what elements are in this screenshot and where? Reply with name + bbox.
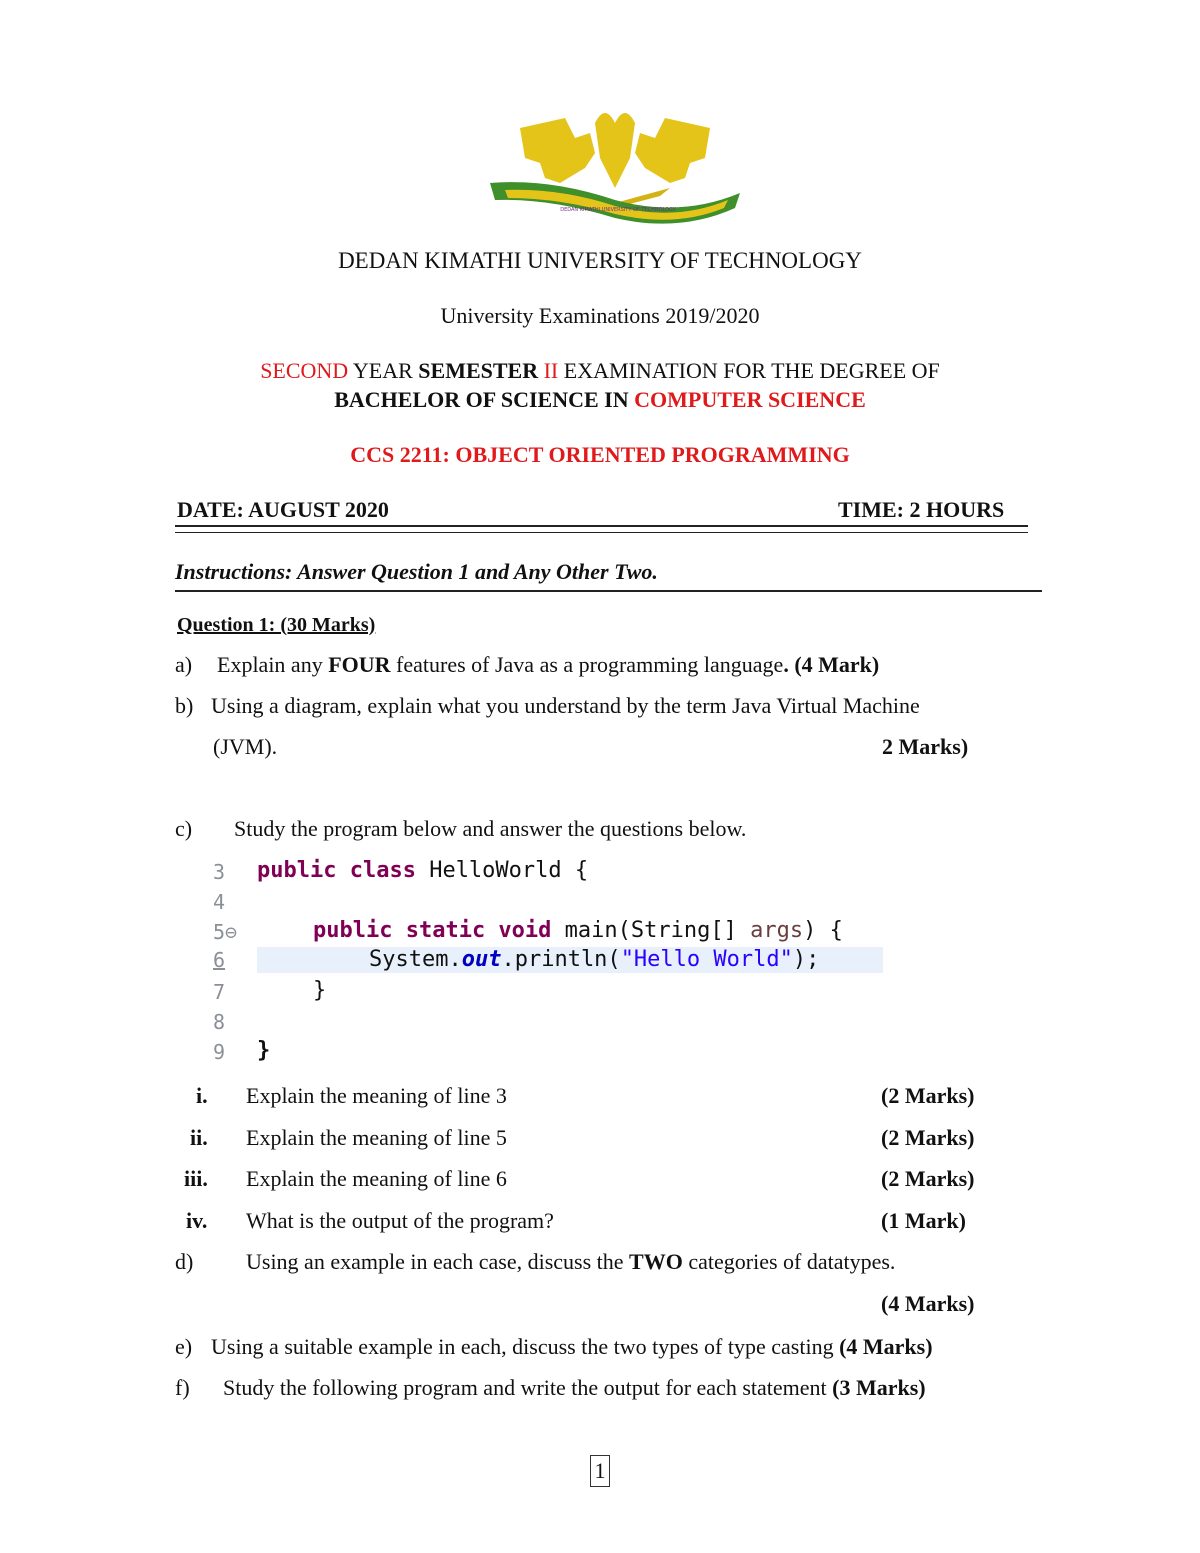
- q1-f-label: f): [175, 1375, 190, 1400]
- subq-text: What is the output of the program?: [246, 1208, 554, 1233]
- svg-text:DEDAN KIMATHI UNIVERSITY OF TE: DEDAN KIMATHI UNIVERSITY OF TECHNOLOGY: [560, 207, 676, 213]
- line-number: 5⊖: [213, 920, 238, 944]
- instructions: Instructions: Answer Question 1 and Any Other Two.: [175, 559, 658, 584]
- q1-a-label: a): [175, 652, 193, 677]
- q1-d-label: d): [175, 1249, 194, 1274]
- q1-b-marks: 2 Marks): [882, 734, 969, 759]
- q1-c-text: Study the program below and answer the questions below.: [234, 816, 747, 841]
- instructions-divider: [175, 590, 1042, 592]
- exam-date: DATE: AUGUST 2020: [177, 497, 389, 522]
- question-1-title: Question 1: (30 Marks): [177, 614, 376, 636]
- q1-e-label: e): [175, 1334, 193, 1359]
- line-number: 3: [213, 860, 226, 884]
- line-number: 9: [213, 1040, 226, 1064]
- subq-num: i.: [196, 1083, 208, 1108]
- exam-year: University Examinations 2019/2020: [440, 303, 760, 328]
- subq-num: iii.: [184, 1166, 208, 1191]
- line-number: 6: [213, 948, 226, 972]
- subq-marks: (2 Marks): [881, 1083, 975, 1108]
- line-number: 7: [213, 980, 226, 1004]
- code-snippet: [205, 850, 895, 1070]
- q1-b-label: b): [175, 693, 194, 718]
- code-line-6: System.out.println("Hello World");: [369, 947, 820, 972]
- degree-line-1: SECOND YEAR SEMESTER II EXAMINATION FOR THE DEGREE OF: [260, 358, 940, 383]
- university-logo: [490, 108, 740, 238]
- subq-text: Explain the meaning of line 5: [246, 1125, 507, 1150]
- page-number: 1: [590, 1455, 610, 1487]
- code-line-5: public static void main(String[] args) {: [313, 918, 843, 943]
- q1-b-text: Using a diagram, explain what you understand by the term Java Virtual Machine: [211, 693, 920, 718]
- course-title: CCS 2211: OBJECT ORIENTED PROGRAMMING: [350, 442, 850, 467]
- q1-e-text: Using a suitable example in each, discuss the two types of type casting (4 Marks): [211, 1334, 933, 1359]
- code-line-7: }: [313, 978, 327, 1003]
- exam-time: TIME: 2 HOURS: [838, 497, 1005, 522]
- header-divider: [175, 525, 1028, 533]
- line-number: 8: [213, 1010, 226, 1034]
- subq-marks: (2 Marks): [881, 1166, 975, 1191]
- code-line-9: }: [257, 1038, 271, 1063]
- q1-f-text: Study the following program and write the output for each statement (3 Marks): [223, 1375, 926, 1400]
- q1-c-label: c): [175, 816, 193, 841]
- q1-a-text: Explain any FOUR features of Java as a programming language. (4 Mark): [217, 652, 880, 677]
- q1-d-text: Using an example in each case, discuss the TWO categories of datatypes.: [246, 1249, 896, 1274]
- subq-marks: (2 Marks): [881, 1125, 975, 1150]
- university-name: DEDAN KIMATHI UNIVERSITY OF TECHNOLOGY: [338, 248, 862, 273]
- line-number: 4: [213, 890, 226, 914]
- subq-text: Explain the meaning of line 6: [246, 1166, 507, 1191]
- q1-d-marks: (4 Marks): [881, 1291, 975, 1316]
- subq-marks: (1 Mark): [881, 1208, 966, 1233]
- subq-num: ii.: [190, 1125, 208, 1150]
- code-line-3: public class HelloWorld {: [257, 858, 589, 883]
- subq-num: iv.: [186, 1208, 208, 1233]
- degree-line-2: BACHELOR OF SCIENCE IN COMPUTER SCIENCE: [334, 387, 866, 412]
- q1-b-cont: (JVM).: [213, 734, 278, 759]
- subq-text: Explain the meaning of line 3: [246, 1083, 507, 1108]
